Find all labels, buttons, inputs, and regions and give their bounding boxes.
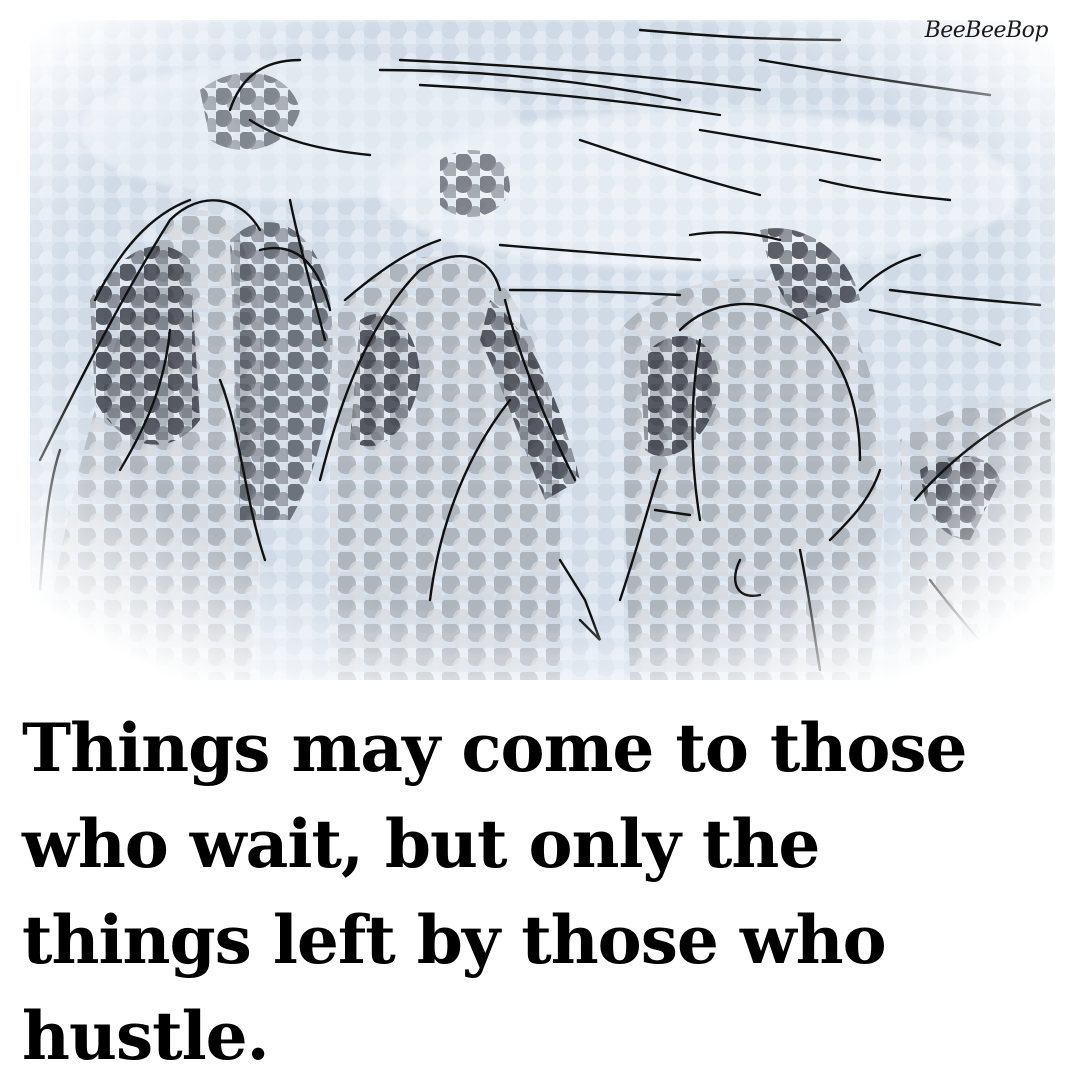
artist-signature: BeeBeeBop	[924, 18, 1048, 43]
quote-caption: Things may come to those who wait, but only the things left by those who hustle.	[22, 709, 967, 1075]
